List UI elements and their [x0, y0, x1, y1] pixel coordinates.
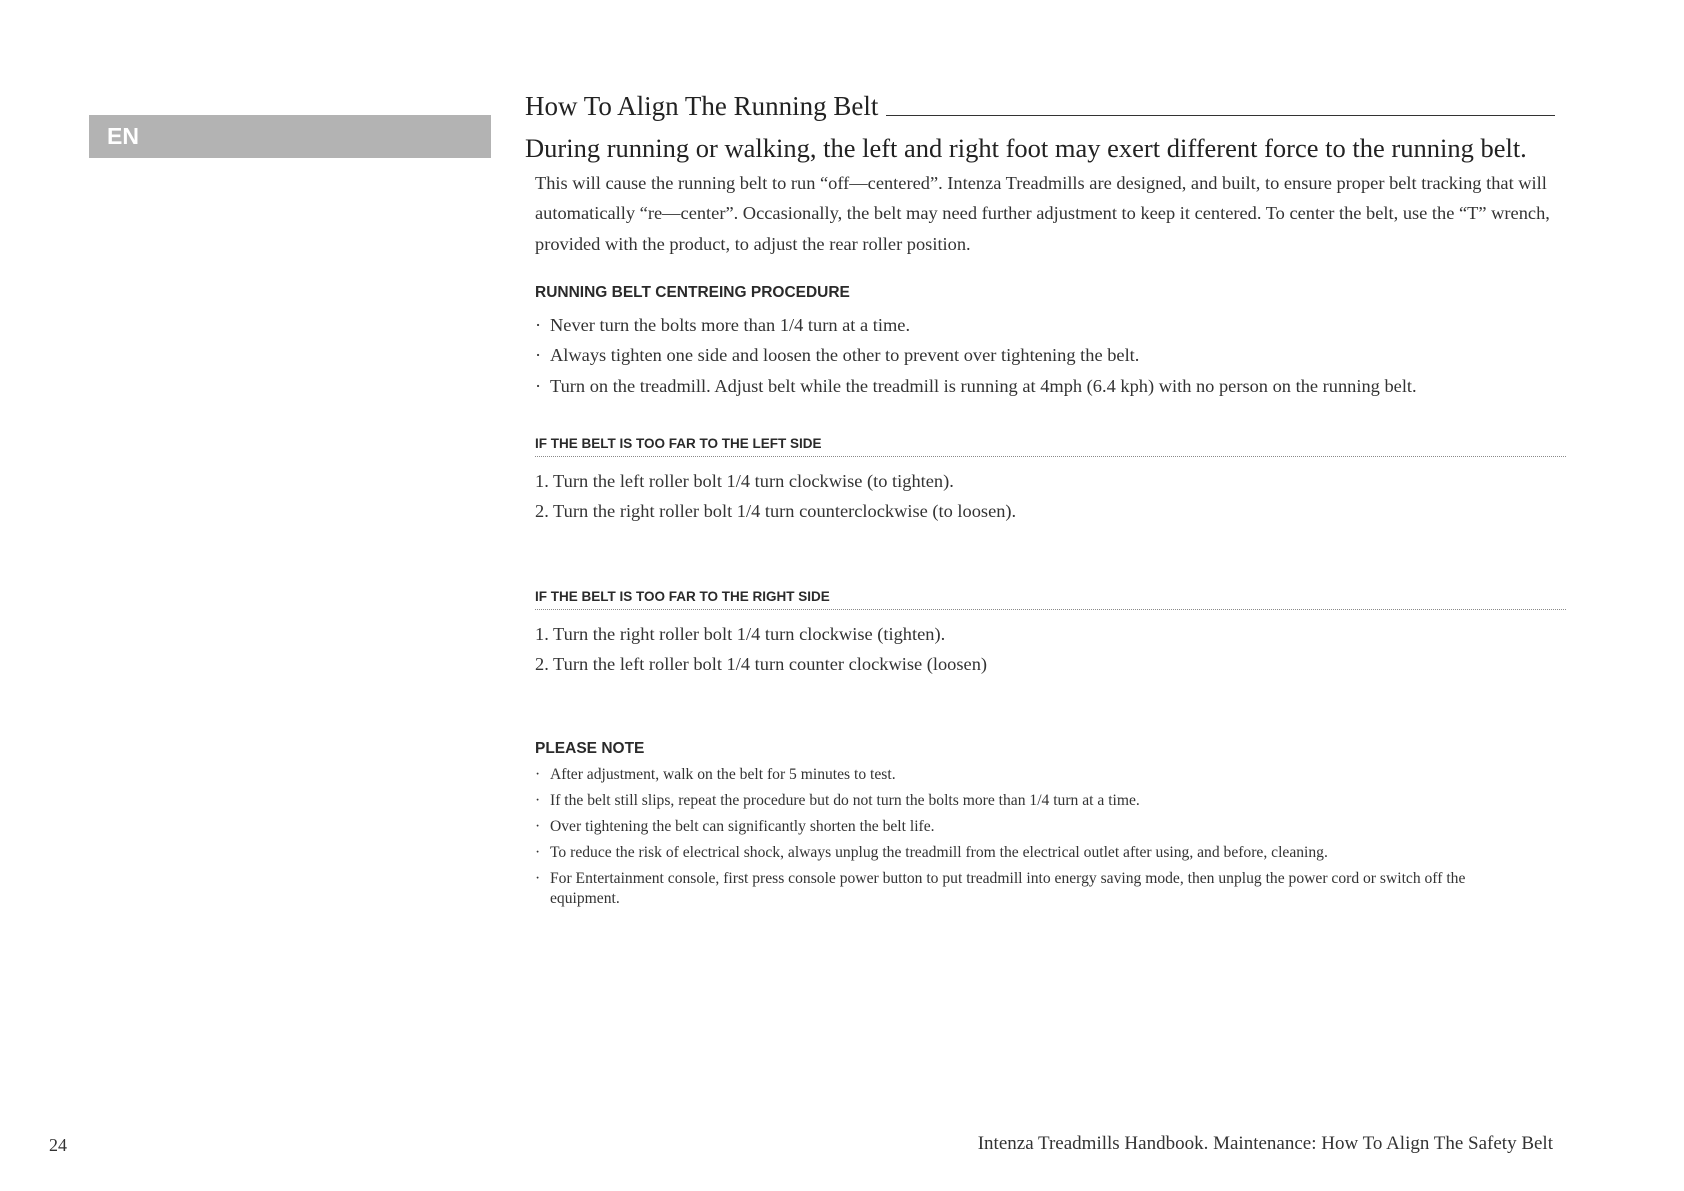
title-rule	[886, 115, 1555, 116]
right-side-steps	[535, 619, 987, 680]
left-side-steps	[535, 466, 1016, 527]
list-item: · To reduce the risk of electrical shock, always unplug the treadmill from the electrical outlet after using, and before, cleaning.	[535, 843, 1565, 863]
footer-text: Intenza Treadmills Handbook. Maintenance: How To Align The Safety Belt	[977, 1133, 1553, 1154]
list-item: · If the belt still slips, repeat the procedure but do not turn the bolts more than 1/4 turn at a time.	[535, 791, 1565, 811]
page-number: 24	[49, 1135, 67, 1155]
note-heading: PLEASE NOTE	[535, 740, 645, 757]
right-side-heading: IF THE BELT IS TOO FAR TO THE RIGHT SIDE	[535, 589, 1566, 610]
language-tab: EN	[89, 115, 491, 158]
procedure-heading: RUNNING BELT CENTREING PROCEDURE	[535, 284, 850, 301]
list-item: 2. Turn the right roller bolt 1/4 turn counterclockwise (to loosen).	[535, 501, 1017, 522]
list-item: · Never turn the bolts more than 1/4 turn at a time.	[535, 310, 1417, 340]
list-item: 1. Turn the right roller bolt 1/4 turn clockwise (tighten).	[535, 624, 946, 644]
list-item: · Always tighten one side and loosen the other to prevent over tightening the belt.	[535, 340, 1417, 370]
procedure-list	[535, 310, 1417, 401]
lead-sentence: During running or walking, the left and right foot may exert different force to the running belt.	[525, 133, 1527, 163]
list-item: · For Entertainment console, first press console power button to put treadmill into energy saving mode, then unplug the power cord or switch off the equipment.	[535, 869, 1565, 908]
list-item: · After adjustment, walk on the belt for 5 minutes to test.	[535, 765, 1565, 785]
list-item: · Turn on the treadmill. Adjust belt while the treadmill is running at 4mph (6.4 kph) with no person on the running belt.	[535, 371, 1417, 401]
section-title-row	[525, 90, 1555, 122]
intro-paragraph: This will cause the running belt to run “off—centered”. Intenza Treadmills are designed, and built, to ensure proper belt tracking that will automatically “re—center”. Occasionally, the belt may need further adjustment to keep it centered. To center the belt, use the “T” wrench, provided with the product, to adjust the rear roller position.	[535, 173, 1550, 254]
list-item: 2. Turn the left roller bolt 1/4 turn counter clockwise (loosen)	[535, 654, 988, 675]
section-title: How To Align The Running Belt	[525, 91, 879, 121]
left-side-heading: IF THE BELT IS TOO FAR TO THE LEFT SIDE	[535, 436, 1566, 457]
note-list	[535, 765, 1565, 915]
list-item: 1. Turn the left roller bolt 1/4 turn clockwise (to tighten).	[535, 471, 954, 491]
list-item: · Over tightening the belt can significantly shorten the belt life.	[535, 817, 1565, 837]
